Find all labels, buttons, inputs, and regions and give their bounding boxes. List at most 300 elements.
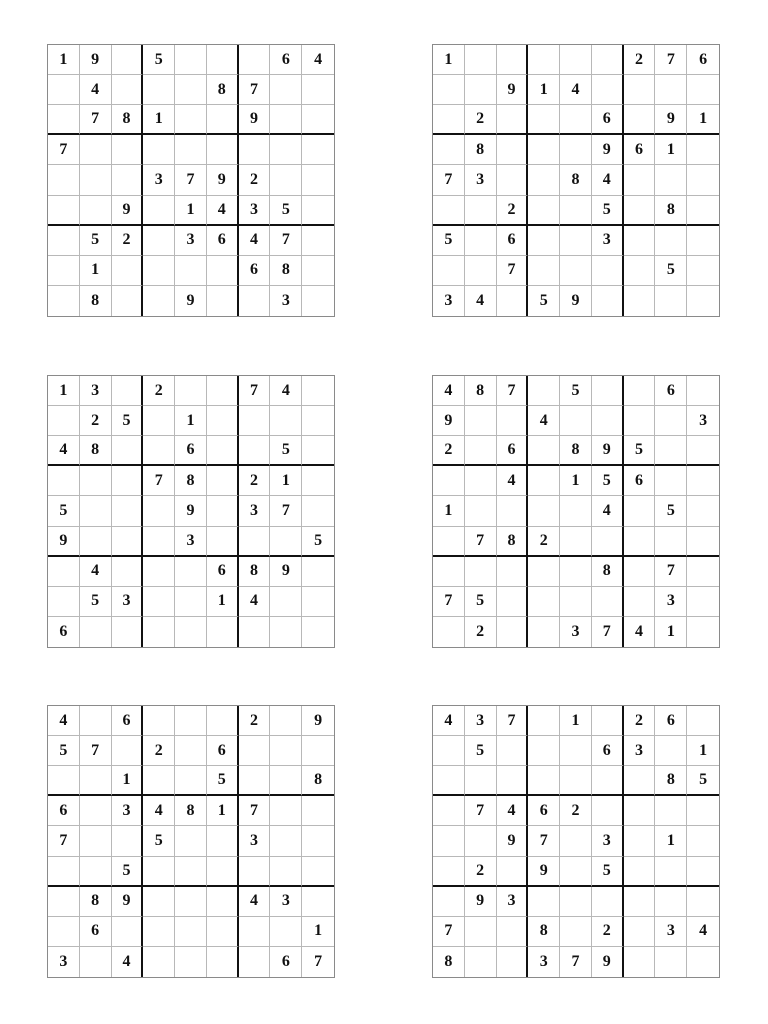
sudoku-cell[interactable] — [175, 857, 207, 887]
sudoku-cell[interactable]: 6 — [624, 135, 656, 165]
sudoku-cell[interactable]: 5 — [112, 406, 144, 436]
sudoku-cell[interactable]: 7 — [239, 75, 271, 105]
sudoku-cell[interactable] — [239, 45, 271, 75]
sudoku-cell[interactable]: 7 — [80, 736, 112, 766]
sudoku-cell[interactable] — [239, 857, 271, 887]
sudoku-cell[interactable] — [497, 496, 529, 526]
sudoku-cell[interactable] — [302, 496, 334, 526]
sudoku-cell[interactable]: 4 — [433, 706, 465, 736]
sudoku-cell[interactable]: 6 — [270, 947, 302, 977]
sudoku-cell[interactable] — [655, 947, 687, 977]
sudoku-cell[interactable]: 4 — [624, 617, 656, 647]
sudoku-cell[interactable]: 5 — [624, 436, 656, 466]
sudoku-cell[interactable] — [48, 196, 80, 226]
sudoku-cell[interactable]: 7 — [433, 165, 465, 195]
sudoku-cell[interactable] — [207, 917, 239, 947]
sudoku-cell[interactable] — [624, 527, 656, 557]
sudoku-cell[interactable]: 7 — [655, 557, 687, 587]
sudoku-cell[interactable] — [687, 376, 719, 406]
sudoku-cell[interactable] — [143, 135, 175, 165]
sudoku-cell[interactable] — [560, 45, 592, 75]
sudoku-cell[interactable] — [143, 947, 175, 977]
sudoku-cell[interactable] — [112, 75, 144, 105]
sudoku-cell[interactable]: 2 — [560, 796, 592, 826]
sudoku-cell[interactable]: 7 — [592, 617, 624, 647]
sudoku-cell[interactable] — [592, 75, 624, 105]
sudoku-cell[interactable]: 4 — [497, 466, 529, 496]
sudoku-cell[interactable]: 3 — [112, 796, 144, 826]
sudoku-cell[interactable]: 3 — [592, 826, 624, 856]
sudoku-cell[interactable] — [80, 766, 112, 796]
sudoku-cell[interactable] — [433, 527, 465, 557]
sudoku-cell[interactable] — [624, 587, 656, 617]
sudoku-cell[interactable]: 3 — [80, 376, 112, 406]
sudoku-cell[interactable] — [497, 617, 529, 647]
sudoku-cell[interactable]: 5 — [48, 496, 80, 526]
sudoku-cell[interactable]: 1 — [560, 706, 592, 736]
sudoku-cell[interactable] — [143, 617, 175, 647]
sudoku-cell[interactable] — [302, 135, 334, 165]
sudoku-cell[interactable]: 1 — [175, 196, 207, 226]
sudoku-cell[interactable] — [143, 857, 175, 887]
sudoku-cell[interactable]: 8 — [528, 917, 560, 947]
sudoku-cell[interactable] — [655, 165, 687, 195]
sudoku-cell[interactable] — [624, 496, 656, 526]
sudoku-cell[interactable]: 2 — [239, 165, 271, 195]
sudoku-cell[interactable] — [465, 766, 497, 796]
sudoku-cell[interactable]: 1 — [80, 256, 112, 286]
sudoku-cell[interactable] — [302, 587, 334, 617]
sudoku-cell[interactable]: 6 — [687, 45, 719, 75]
sudoku-cell[interactable] — [143, 706, 175, 736]
sudoku-cell[interactable]: 1 — [433, 45, 465, 75]
sudoku-cell[interactable]: 8 — [80, 286, 112, 316]
sudoku-cell[interactable] — [592, 527, 624, 557]
sudoku-cell[interactable]: 3 — [592, 226, 624, 256]
sudoku-cell[interactable]: 9 — [207, 165, 239, 195]
sudoku-cell[interactable] — [239, 436, 271, 466]
sudoku-cell[interactable]: 5 — [655, 496, 687, 526]
sudoku-cell[interactable]: 3 — [465, 706, 497, 736]
sudoku-cell[interactable] — [112, 376, 144, 406]
sudoku-cell[interactable]: 4 — [112, 947, 144, 977]
sudoku-cell[interactable] — [270, 857, 302, 887]
sudoku-cell[interactable]: 6 — [80, 917, 112, 947]
sudoku-cell[interactable] — [48, 105, 80, 135]
sudoku-cell[interactable]: 8 — [465, 376, 497, 406]
sudoku-cell[interactable]: 9 — [302, 706, 334, 736]
sudoku-cell[interactable] — [207, 527, 239, 557]
sudoku-cell[interactable] — [528, 706, 560, 736]
sudoku-cell[interactable] — [302, 75, 334, 105]
sudoku-cell[interactable] — [624, 256, 656, 286]
sudoku-cell[interactable] — [433, 557, 465, 587]
sudoku-cell[interactable] — [624, 286, 656, 316]
sudoku-cell[interactable]: 9 — [497, 826, 529, 856]
sudoku-cell[interactable]: 7 — [497, 256, 529, 286]
sudoku-cell[interactable] — [497, 947, 529, 977]
sudoku-cell[interactable] — [175, 557, 207, 587]
sudoku-cell[interactable] — [624, 376, 656, 406]
sudoku-cell[interactable]: 6 — [624, 466, 656, 496]
sudoku-cell[interactable] — [687, 466, 719, 496]
sudoku-cell[interactable] — [175, 947, 207, 977]
sudoku-cell[interactable] — [497, 557, 529, 587]
sudoku-cell[interactable]: 6 — [239, 256, 271, 286]
sudoku-cell[interactable] — [655, 887, 687, 917]
sudoku-cell[interactable]: 8 — [560, 436, 592, 466]
sudoku-cell[interactable]: 5 — [207, 766, 239, 796]
sudoku-cell[interactable] — [302, 466, 334, 496]
sudoku-cell[interactable] — [143, 766, 175, 796]
sudoku-cell[interactable] — [592, 766, 624, 796]
sudoku-cell[interactable] — [175, 706, 207, 736]
sudoku-cell[interactable]: 4 — [687, 917, 719, 947]
sudoku-cell[interactable] — [433, 887, 465, 917]
sudoku-cell[interactable]: 5 — [143, 826, 175, 856]
sudoku-cell[interactable] — [687, 826, 719, 856]
sudoku-cell[interactable] — [143, 496, 175, 526]
sudoku-cell[interactable]: 3 — [687, 406, 719, 436]
sudoku-cell[interactable] — [497, 135, 529, 165]
sudoku-cell[interactable]: 6 — [592, 105, 624, 135]
sudoku-cell[interactable] — [143, 527, 175, 557]
sudoku-cell[interactable]: 5 — [270, 436, 302, 466]
sudoku-cell[interactable]: 5 — [112, 857, 144, 887]
sudoku-cell[interactable]: 8 — [465, 135, 497, 165]
sudoku-cell[interactable]: 7 — [270, 226, 302, 256]
sudoku-cell[interactable]: 7 — [433, 587, 465, 617]
sudoku-cell[interactable] — [687, 436, 719, 466]
sudoku-cell[interactable] — [302, 857, 334, 887]
sudoku-cell[interactable] — [687, 256, 719, 286]
sudoku-cell[interactable] — [175, 917, 207, 947]
sudoku-cell[interactable] — [465, 196, 497, 226]
sudoku-cell[interactable]: 3 — [528, 947, 560, 977]
sudoku-cell[interactable] — [592, 887, 624, 917]
sudoku-cell[interactable] — [465, 466, 497, 496]
sudoku-cell[interactable] — [112, 917, 144, 947]
sudoku-cell[interactable]: 1 — [302, 917, 334, 947]
sudoku-cell[interactable]: 3 — [112, 587, 144, 617]
sudoku-cell[interactable]: 8 — [302, 766, 334, 796]
sudoku-cell[interactable]: 5 — [655, 256, 687, 286]
sudoku-cell[interactable] — [112, 165, 144, 195]
sudoku-cell[interactable] — [624, 105, 656, 135]
sudoku-cell[interactable] — [560, 256, 592, 286]
sudoku-cell[interactable]: 5 — [687, 766, 719, 796]
sudoku-cell[interactable] — [112, 436, 144, 466]
sudoku-cell[interactable] — [302, 286, 334, 316]
sudoku-cell[interactable] — [302, 165, 334, 195]
sudoku-cell[interactable] — [528, 436, 560, 466]
sudoku-cell[interactable]: 3 — [465, 165, 497, 195]
sudoku-cell[interactable] — [433, 466, 465, 496]
sudoku-cell[interactable] — [302, 557, 334, 587]
sudoku-cell[interactable] — [687, 196, 719, 226]
sudoku-cell[interactable] — [624, 406, 656, 436]
sudoku-cell[interactable] — [528, 736, 560, 766]
sudoku-cell[interactable] — [270, 706, 302, 736]
sudoku-cell[interactable]: 8 — [80, 887, 112, 917]
sudoku-cell[interactable] — [143, 917, 175, 947]
sudoku-cell[interactable]: 3 — [239, 826, 271, 856]
sudoku-cell[interactable] — [302, 256, 334, 286]
sudoku-cell[interactable] — [624, 766, 656, 796]
sudoku-cell[interactable] — [687, 135, 719, 165]
sudoku-cell[interactable] — [528, 766, 560, 796]
sudoku-cell[interactable]: 9 — [112, 196, 144, 226]
sudoku-cell[interactable] — [239, 406, 271, 436]
sudoku-cell[interactable] — [143, 587, 175, 617]
sudoku-cell[interactable] — [624, 887, 656, 917]
sudoku-cell[interactable]: 8 — [112, 105, 144, 135]
sudoku-cell[interactable] — [465, 557, 497, 587]
sudoku-cell[interactable] — [497, 45, 529, 75]
sudoku-cell[interactable]: 2 — [465, 617, 497, 647]
sudoku-cell[interactable] — [80, 706, 112, 736]
sudoku-cell[interactable] — [560, 917, 592, 947]
sudoku-cell[interactable] — [239, 917, 271, 947]
sudoku-cell[interactable] — [528, 557, 560, 587]
sudoku-cell[interactable] — [560, 736, 592, 766]
sudoku-cell[interactable] — [143, 226, 175, 256]
sudoku-cell[interactable]: 2 — [465, 105, 497, 135]
sudoku-cell[interactable] — [528, 496, 560, 526]
sudoku-cell[interactable]: 5 — [528, 286, 560, 316]
sudoku-cell[interactable]: 2 — [624, 45, 656, 75]
sudoku-cell[interactable] — [48, 587, 80, 617]
sudoku-cell[interactable]: 6 — [48, 796, 80, 826]
sudoku-cell[interactable] — [207, 496, 239, 526]
sudoku-cell[interactable]: 9 — [433, 406, 465, 436]
sudoku-cell[interactable]: 6 — [207, 557, 239, 587]
sudoku-cell[interactable] — [175, 256, 207, 286]
sudoku-cell[interactable]: 2 — [112, 226, 144, 256]
sudoku-cell[interactable]: 8 — [433, 947, 465, 977]
sudoku-cell[interactable] — [465, 45, 497, 75]
sudoku-cell[interactable] — [302, 826, 334, 856]
sudoku-cell[interactable]: 3 — [560, 617, 592, 647]
sudoku-cell[interactable] — [239, 135, 271, 165]
sudoku-cell[interactable]: 8 — [655, 196, 687, 226]
sudoku-cell[interactable]: 5 — [592, 466, 624, 496]
sudoku-cell[interactable] — [528, 617, 560, 647]
sudoku-cell[interactable] — [239, 766, 271, 796]
sudoku-cell[interactable] — [497, 917, 529, 947]
sudoku-cell[interactable] — [465, 917, 497, 947]
sudoku-cell[interactable] — [433, 796, 465, 826]
sudoku-cell[interactable]: 7 — [314, 952, 323, 970]
sudoku-cell[interactable] — [175, 617, 207, 647]
sudoku-cell[interactable]: 4 — [560, 75, 592, 105]
sudoku-cell[interactable] — [465, 406, 497, 436]
sudoku-cell[interactable] — [270, 917, 302, 947]
sudoku-cell[interactable]: 7 — [433, 917, 465, 947]
sudoku-cell[interactable]: 8 — [80, 436, 112, 466]
sudoku-cell[interactable]: 4 — [80, 557, 112, 587]
sudoku-cell[interactable]: 8 — [175, 466, 207, 496]
sudoku-cell[interactable]: 9 — [560, 286, 592, 316]
sudoku-cell[interactable]: 4 — [48, 436, 80, 466]
sudoku-cell[interactable] — [175, 587, 207, 617]
sudoku-cell[interactable] — [112, 45, 144, 75]
sudoku-cell[interactable] — [48, 226, 80, 256]
sudoku-cell[interactable]: 7 — [175, 165, 207, 195]
sudoku-cell[interactable]: 2 — [497, 196, 529, 226]
sudoku-cell[interactable] — [624, 226, 656, 256]
sudoku-cell[interactable]: 5 — [48, 736, 80, 766]
sudoku-cell[interactable] — [560, 105, 592, 135]
sudoku-cell[interactable]: 1 — [655, 617, 687, 647]
sudoku-cell[interactable] — [687, 706, 719, 736]
sudoku-cell[interactable]: 4 — [48, 706, 80, 736]
sudoku-cell[interactable]: 7 — [465, 527, 497, 557]
sudoku-cell[interactable]: 5 — [465, 736, 497, 766]
sudoku-cell[interactable] — [80, 617, 112, 647]
sudoku-cell[interactable]: 1 — [687, 105, 719, 135]
sudoku-cell[interactable]: 6 — [112, 706, 144, 736]
sudoku-cell[interactable] — [80, 196, 112, 226]
sudoku-cell[interactable] — [624, 557, 656, 587]
sudoku-cell[interactable]: 1 — [433, 496, 465, 526]
sudoku-cell[interactable]: 7 — [80, 105, 112, 135]
sudoku-cell[interactable] — [687, 165, 719, 195]
sudoku-cell[interactable] — [302, 226, 334, 256]
sudoku-cell[interactable] — [112, 496, 144, 526]
sudoku-cell[interactable]: 3 — [175, 527, 207, 557]
sudoku-cell[interactable]: 5 — [80, 587, 112, 617]
sudoku-cell[interactable] — [302, 736, 334, 766]
sudoku-cell[interactable] — [655, 796, 687, 826]
sudoku-cell[interactable] — [560, 557, 592, 587]
sudoku-cell[interactable] — [465, 226, 497, 256]
sudoku-cell[interactable] — [207, 857, 239, 887]
sudoku-cell[interactable] — [497, 286, 529, 316]
sudoku-cell[interactable] — [48, 917, 80, 947]
sudoku-cell[interactable] — [560, 496, 592, 526]
sudoku-cell[interactable]: 8 — [560, 165, 592, 195]
sudoku-cell[interactable] — [80, 857, 112, 887]
sudoku-cell[interactable]: 7 — [497, 706, 529, 736]
sudoku-cell[interactable] — [80, 826, 112, 856]
sudoku-cell[interactable] — [497, 105, 529, 135]
sudoku-cell[interactable]: 4 — [239, 587, 271, 617]
sudoku-cell[interactable]: 6 — [528, 796, 560, 826]
sudoku-cell[interactable] — [528, 466, 560, 496]
sudoku-cell[interactable] — [592, 706, 624, 736]
sudoku-cell[interactable]: 4 — [497, 796, 529, 826]
sudoku-cell[interactable] — [624, 196, 656, 226]
sudoku-cell[interactable]: 9 — [175, 286, 207, 316]
sudoku-cell[interactable]: 9 — [655, 105, 687, 135]
sudoku-cell[interactable] — [528, 45, 560, 75]
sudoku-cell[interactable]: 9 — [592, 135, 624, 165]
sudoku-cell[interactable]: 1 — [175, 406, 207, 436]
sudoku-cell[interactable]: 8 — [239, 557, 271, 587]
sudoku-cell[interactable] — [560, 887, 592, 917]
sudoku-cell[interactable] — [48, 256, 80, 286]
sudoku-cell[interactable] — [80, 947, 112, 977]
sudoku-cell[interactable]: 9 — [592, 436, 624, 466]
sudoku-cell[interactable] — [560, 406, 592, 436]
sudoku-cell[interactable] — [497, 857, 529, 887]
sudoku-cell[interactable]: 4 — [80, 75, 112, 105]
sudoku-cell[interactable] — [143, 286, 175, 316]
sudoku-cell[interactable] — [112, 527, 144, 557]
sudoku-cell[interactable] — [270, 796, 302, 826]
sudoku-cell[interactable] — [592, 45, 624, 75]
sudoku-cell[interactable] — [175, 135, 207, 165]
sudoku-cell[interactable]: 9 — [48, 527, 80, 557]
sudoku-cell[interactable] — [80, 796, 112, 826]
sudoku-cell[interactable] — [80, 135, 112, 165]
sudoku-cell[interactable]: 3 — [655, 917, 687, 947]
sudoku-cell[interactable] — [302, 376, 334, 406]
sudoku-cell[interactable]: 4 — [592, 496, 624, 526]
sudoku-cell[interactable]: 8 — [592, 557, 624, 587]
sudoku-cell[interactable] — [302, 196, 334, 226]
sudoku-cell[interactable]: 8 — [270, 256, 302, 286]
sudoku-cell[interactable] — [48, 557, 80, 587]
sudoku-cell[interactable] — [624, 796, 656, 826]
sudoku-cell[interactable] — [560, 587, 592, 617]
sudoku-cell[interactable] — [528, 887, 560, 917]
sudoku-cell[interactable] — [528, 135, 560, 165]
sudoku-cell[interactable] — [112, 826, 144, 856]
sudoku-cell[interactable]: 3 — [48, 947, 80, 977]
sudoku-cell[interactable]: 4 — [592, 165, 624, 195]
sudoku-cell[interactable] — [465, 947, 497, 977]
sudoku-cell[interactable] — [302, 796, 334, 826]
sudoku-cell[interactable]: 1 — [655, 826, 687, 856]
sudoku-cell[interactable] — [207, 376, 239, 406]
sudoku-cell[interactable] — [207, 256, 239, 286]
sudoku-cell[interactable] — [48, 766, 80, 796]
sudoku-cell[interactable]: 9 — [175, 496, 207, 526]
sudoku-cell[interactable]: 5 — [592, 196, 624, 226]
sudoku-cell[interactable] — [433, 736, 465, 766]
sudoku-cell[interactable] — [175, 766, 207, 796]
sudoku-cell[interactable] — [592, 406, 624, 436]
sudoku-cell[interactable] — [655, 406, 687, 436]
sudoku-cell[interactable]: 6 — [655, 376, 687, 406]
sudoku-cell[interactable] — [655, 736, 687, 766]
sudoku-cell[interactable]: 7 — [270, 496, 302, 526]
sudoku-cell[interactable] — [687, 796, 719, 826]
sudoku-cell[interactable] — [465, 75, 497, 105]
sudoku-cell[interactable] — [687, 857, 719, 887]
sudoku-cell[interactable] — [270, 406, 302, 436]
sudoku-cell[interactable] — [175, 826, 207, 856]
sudoku-cell[interactable]: 3 — [655, 587, 687, 617]
sudoku-cell[interactable] — [207, 466, 239, 496]
sudoku-cell[interactable] — [655, 857, 687, 887]
sudoku-cell[interactable] — [655, 286, 687, 316]
sudoku-cell[interactable]: 1 — [143, 105, 175, 135]
sudoku-cell[interactable]: 7 — [528, 826, 560, 856]
sudoku-cell[interactable] — [270, 736, 302, 766]
sudoku-cell[interactable]: 7 — [239, 796, 271, 826]
sudoku-cell[interactable] — [143, 256, 175, 286]
sudoku-cell[interactable] — [624, 826, 656, 856]
sudoku-cell[interactable] — [433, 766, 465, 796]
sudoku-cell[interactable] — [270, 587, 302, 617]
sudoku-cell[interactable] — [112, 135, 144, 165]
sudoku-cell[interactable] — [175, 887, 207, 917]
sudoku-cell[interactable] — [175, 376, 207, 406]
sudoku-cell[interactable] — [175, 45, 207, 75]
